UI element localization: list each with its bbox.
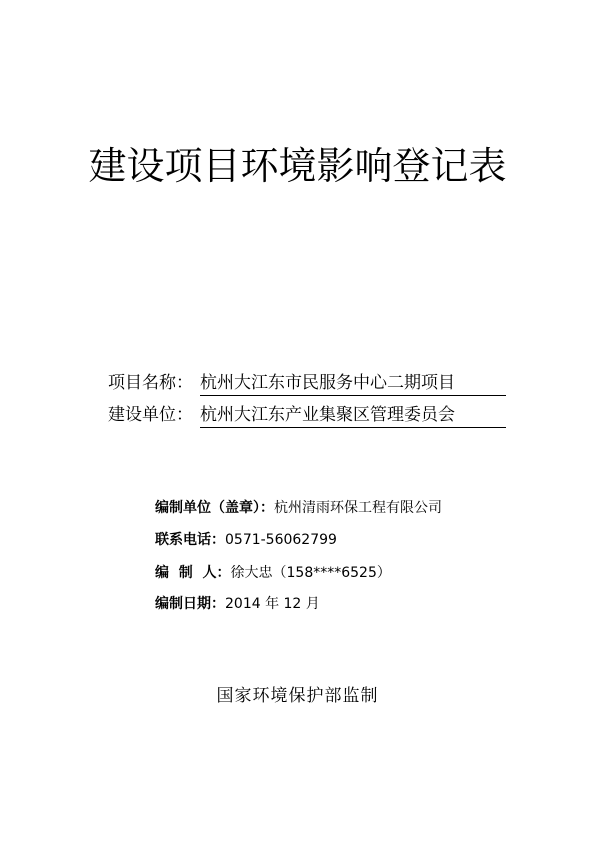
- construction-unit-row: [108, 403, 508, 427]
- project-name-row: [108, 371, 508, 395]
- project-name-value: 杭州大江东市民服务中心二期项目: [200, 371, 506, 396]
- phone-value: 0571-56062799: [225, 532, 337, 548]
- author-value: 徐大忠（158****6525）: [230, 565, 391, 581]
- phone-label: 联系电话：: [155, 532, 225, 548]
- compiler-value: 杭州清雨环保工程有限公司: [274, 500, 442, 516]
- footer-supervisor: 国家环境保护部监制: [216, 686, 379, 706]
- compiler-row: [155, 497, 442, 519]
- author-row: [155, 562, 391, 584]
- construction-unit-value: 杭州大江东产业集聚区管理委员会: [200, 403, 506, 428]
- project-name-label: 项目名称：: [108, 373, 193, 393]
- date-row: [155, 593, 320, 615]
- author-label: 编 制 人：: [155, 565, 231, 581]
- document-title: 建设项目环境影响登记表: [88, 144, 507, 188]
- construction-unit-label: 建设单位：: [108, 405, 193, 425]
- compiler-label: 编制单位（盖章）：: [155, 500, 274, 516]
- date-value: 2014 年 12 月: [225, 596, 320, 612]
- phone-row: [155, 529, 337, 551]
- date-label: 编制日期：: [155, 596, 225, 612]
